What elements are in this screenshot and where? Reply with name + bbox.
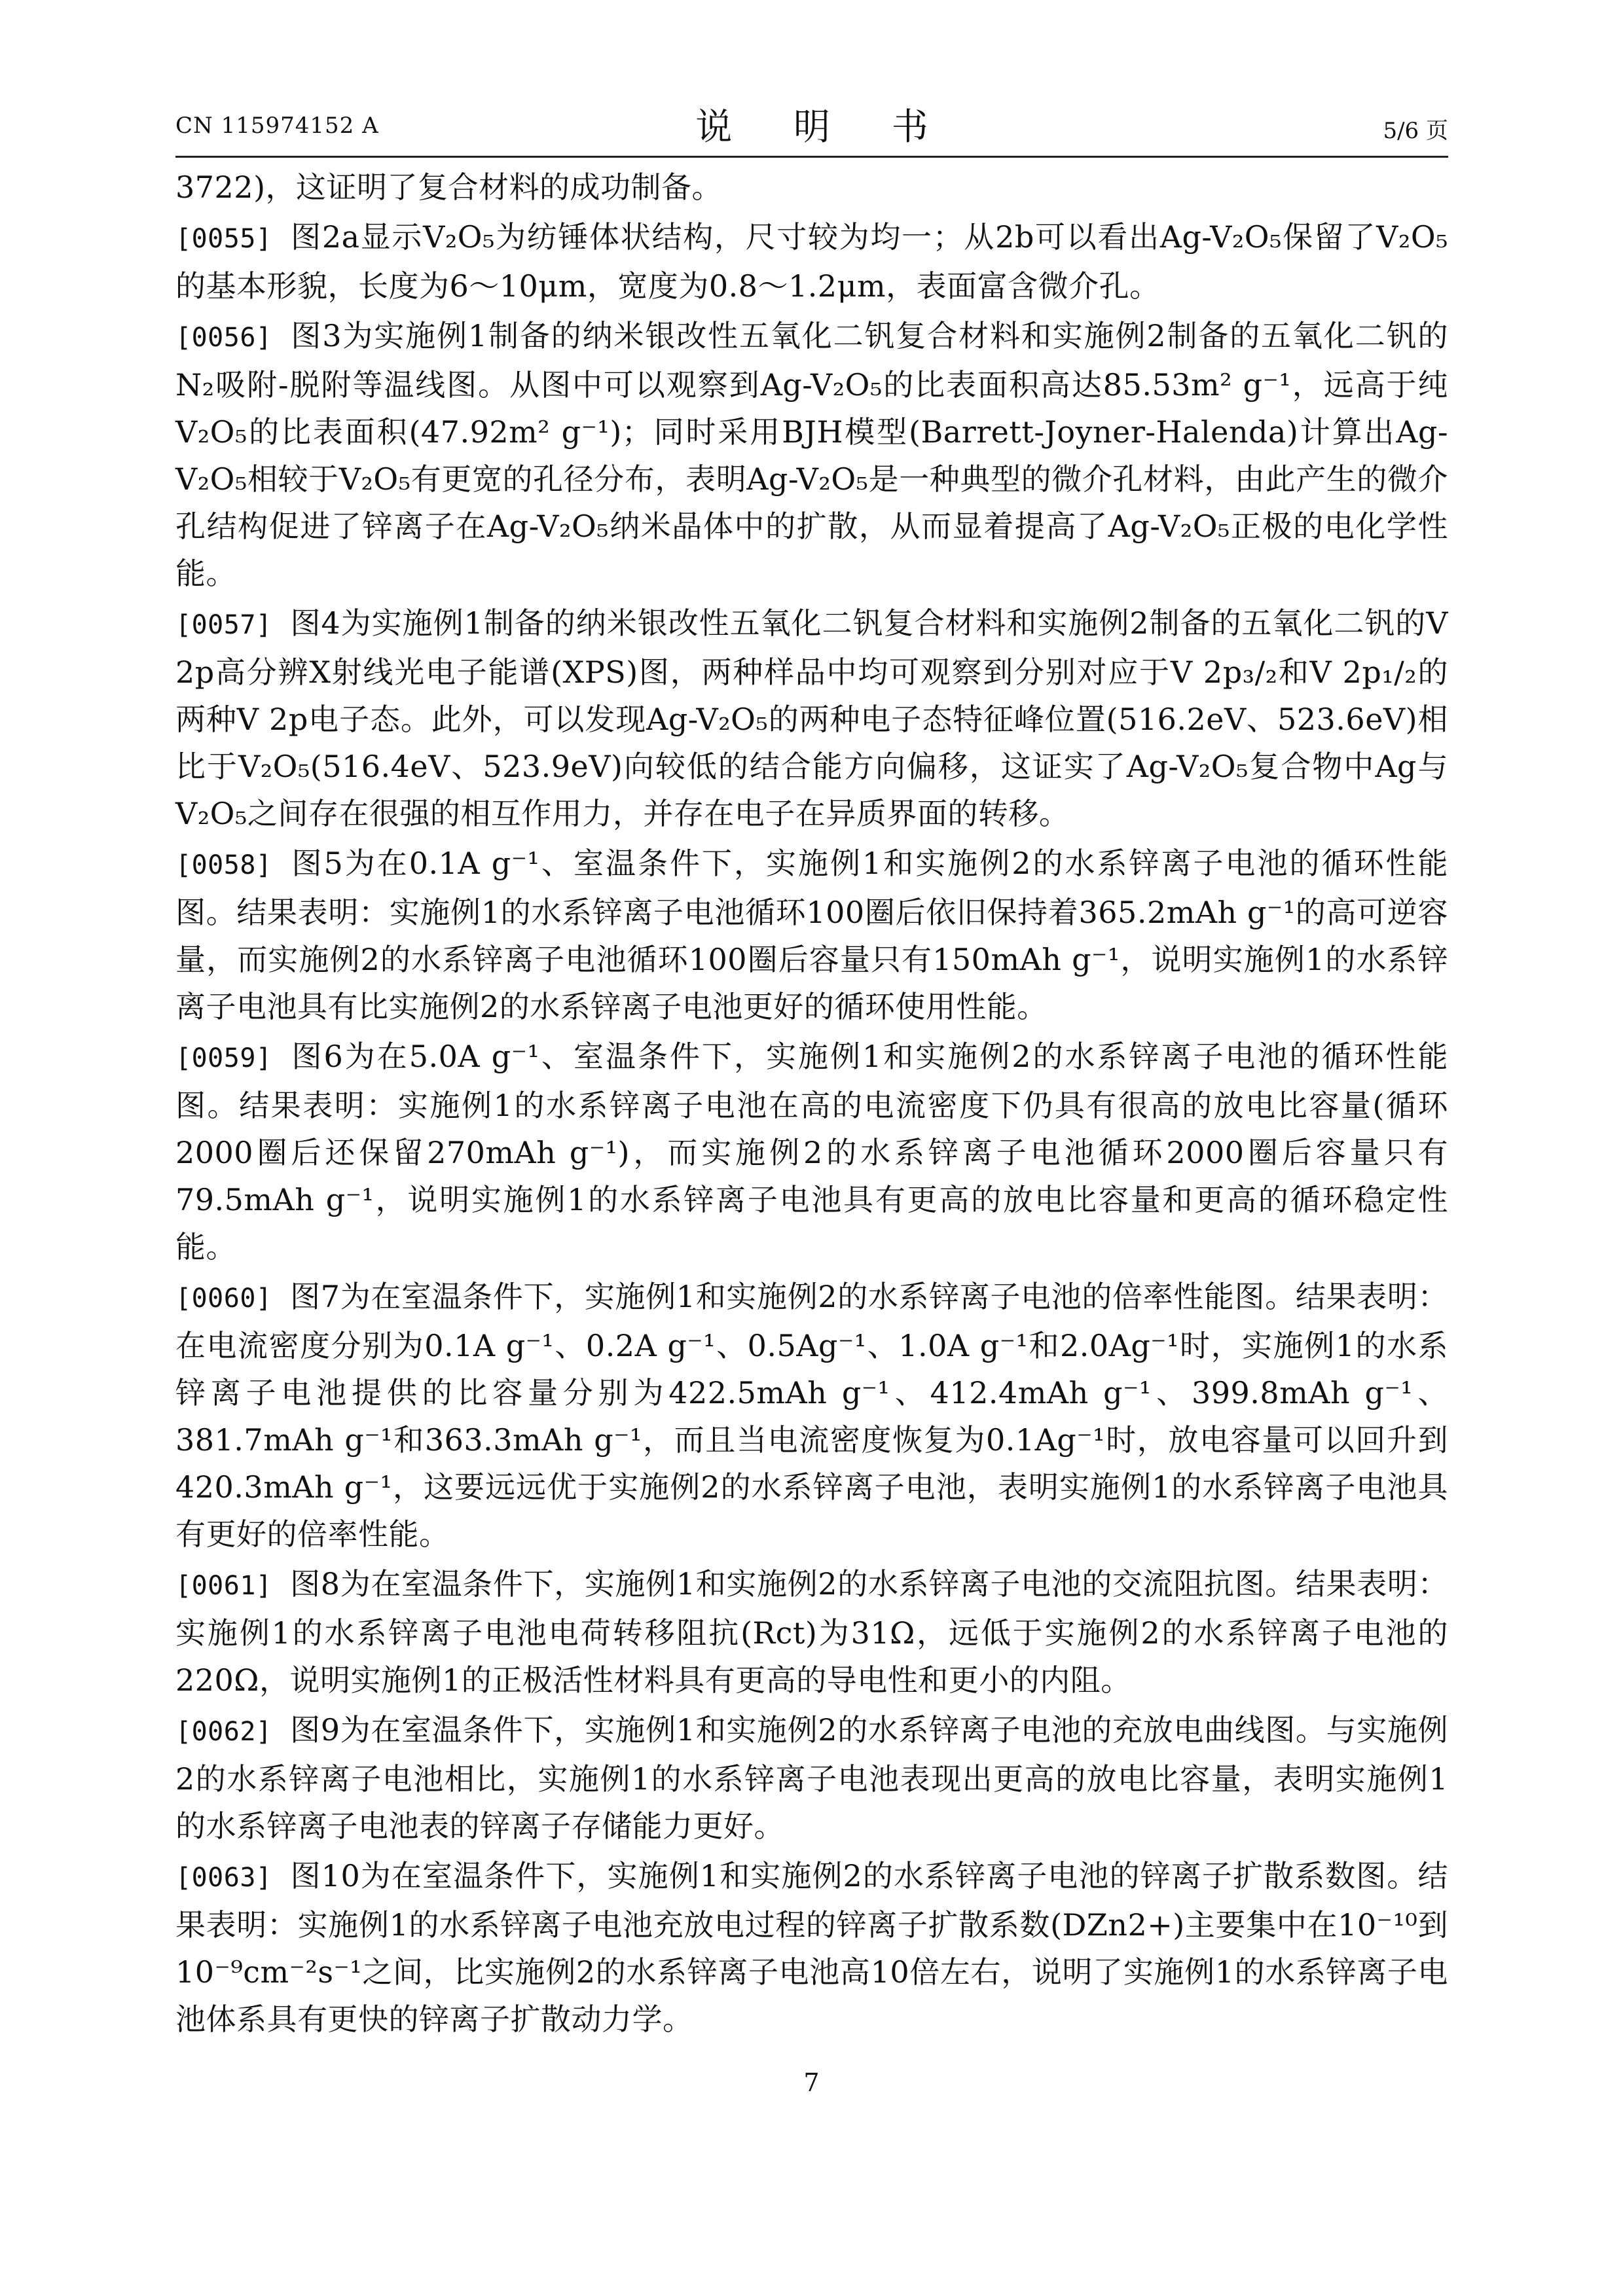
paragraph-0061 [175,1560,1448,1704]
header-rule [175,156,1448,158]
document-title: 说 明 书 [695,106,953,149]
paragraph-0058 [175,840,1448,1030]
body-text [175,164,1448,2045]
paragraph-text: 图4为实施例1制备的纳米银改性五氧化二钒复合材料和实施例2制备的五氧化二钒的V 2p高分辨X射线光电子能谱(XPS)图，两种样品中均可观察到分别对应于V 2p₃/₂和V 2p₁/₂的两种V 2p电子态。此外，可以发现Ag-V₂O₅的两种电子态特征峰位置(516.2eV、523.6eV)相比于V₂O₅(516.4eV、523.9eV)向较低的结合能方向偏移，这证实了Ag-V₂O₅复合物中Ag与V₂O₅之间存在很强的相互作用力，并存在电子在异质界面的转移。 [175,605,1448,831]
paragraph-number: [0056] [175,323,272,353]
paragraph-0063 [175,1852,1448,2043]
paragraph-text: 图6为在5.0A g⁻¹、室温条件下，实施例1和实施例2的水系锌离子电池的循环性能图。结果表明：实施例1的水系锌离子电池在高的电流密度下仍具有很高的放电比容量(循环2000圈后还保留270mAh g⁻¹)，而实施例2的水系锌离子电池循环2000圈后容量只有79.5mAh g⁻¹，说明实施例1的水系锌离子电池具有更高的放电比容量和更高的循环稳定性能。 [175,1039,1448,1265]
paragraph-text: 图3为实施例1制备的纳米银改性五氧化二钒复合材料和实施例2制备的五氧化二钒的N₂吸附-脱附等温线图。从图中可以观察到Ag-V₂O₅的比表面积高达85.53m² g⁻¹，远高于纯V₂O₅的比表面积(47.92m² g⁻¹)；同时采用BJH模型(Barrett-Joyner-Halenda)计算出Ag-V₂O₅相较于V₂O₅有更宽的孔径分布，表明Ag-V₂O₅是一种典型的微介孔材料，由此产生的微介孔结构促进了锌离子在Ag-V₂O₅纳米晶体中的扩散，从而显着提高了Ag-V₂O₅正极的电化学性能。 [175,318,1448,591]
paragraph-number: [0057] [175,610,272,640]
paragraph-number: [0059] [175,1043,272,1073]
paragraph-text: 图5为在0.1A g⁻¹、室温条件下，实施例1和实施例2的水系锌离子电池的循环性能图。结果表明：实施例1的水系锌离子电池循环100圈后依旧保持着365.2mAh g⁻¹的高可逆容量，而实施例2的水系锌离子电池循环100圈后容量只有150mAh g⁻¹，说明实施例1的水系锌离子电池具有比实施例2的水系锌离子电池更好的循环使用性能。 [175,846,1448,1024]
paragraph-text: 图2a显示V₂O₅为纺锤体状结构，尺寸较为均一；从2b可以看出Ag-V₂O₅保留了V₂O₅的基本形貌，长度为6～10μm，宽度为0.8～1.2μm，表面富含微介孔。 [175,219,1448,304]
paragraph-0059 [175,1033,1448,1270]
paragraph-number: [0062] [175,1717,272,1747]
paragraph-text: 图7为在室温条件下，实施例1和实施例2的水系锌离子电池的倍率性能图。结果表明：在电流密度分别为0.1A g⁻¹、0.2A g⁻¹、0.5Ag⁻¹、1.0A g⁻¹和2.0Ag⁻¹时，实施例1的水系锌离子电池提供的比容量分别为422.5mAh g⁻¹、412.4mAh g⁻¹、399.8mAh g⁻¹、381.7mAh g⁻¹和363.3mAh g⁻¹，而且当电流密度恢复为0.1Ag⁻¹时，放电容量可以回升到420.3mAh g⁻¹，这要远远优于实施例2的水系锌离子电池，表明实施例1的水系锌离子电池具有更好的倍率性能。 [175,1279,1448,1552]
paragraph-text: 图10为在室温条件下，实施例1和实施例2的水系锌离子电池的锌离子扩散系数图。结果表明：实施例1的水系锌离子电池充放电过程的锌离子扩散系数(DZn2+)主要集中在10⁻¹⁰到10⁻⁹cm⁻²s⁻¹之间，比实施例2的水系锌离子电池高10倍左右，说明了实施例1的水系锌离子电池体系具有更快的锌离子扩散动力学。 [175,1858,1448,2037]
paragraph-0055 [175,213,1448,310]
paragraph-number: [0063] [175,1863,272,1893]
page-number: 7 [803,2068,820,2097]
paragraph-text: 3722)，这证明了复合材料的成功制备。 [175,170,723,205]
paragraph-0057 [175,600,1448,837]
paragraph-0060 [175,1273,1448,1558]
page-indicator: 5/6 页 [1383,118,1448,144]
paragraph-number: [0060] [175,1283,272,1314]
paragraph-number: [0061] [175,1571,272,1601]
document-id: CN 115974152 A [175,113,379,139]
paragraph-number: [0055] [175,224,272,254]
paragraph-continued [175,164,1448,211]
paragraph-number: [0058] [175,850,272,880]
paragraph-text: 图8为在室温条件下，实施例1和实施例2的水系锌离子电池的交流阻抗图。结果表明：实施例1的水系锌离子电池电荷转移阻抗(Rct)为31Ω，远低于实施例2的水系锌离子电池的220Ω，说明实施例1的正极活性材料具有更高的导电性和更小的内阻。 [175,1566,1448,1698]
paragraph-0056 [175,312,1448,597]
page-header [175,98,1448,151]
paragraph-text: 图9为在室温条件下，实施例1和实施例2的水系锌离子电池的充放电曲线图。与实施例2的水系锌离子电池相比，实施例1的水系锌离子电池表现出更高的放电比容量，表明实施例1的水系锌离子电池表的锌离子存储能力更好。 [175,1712,1448,1844]
paragraph-0062 [175,1706,1448,1850]
